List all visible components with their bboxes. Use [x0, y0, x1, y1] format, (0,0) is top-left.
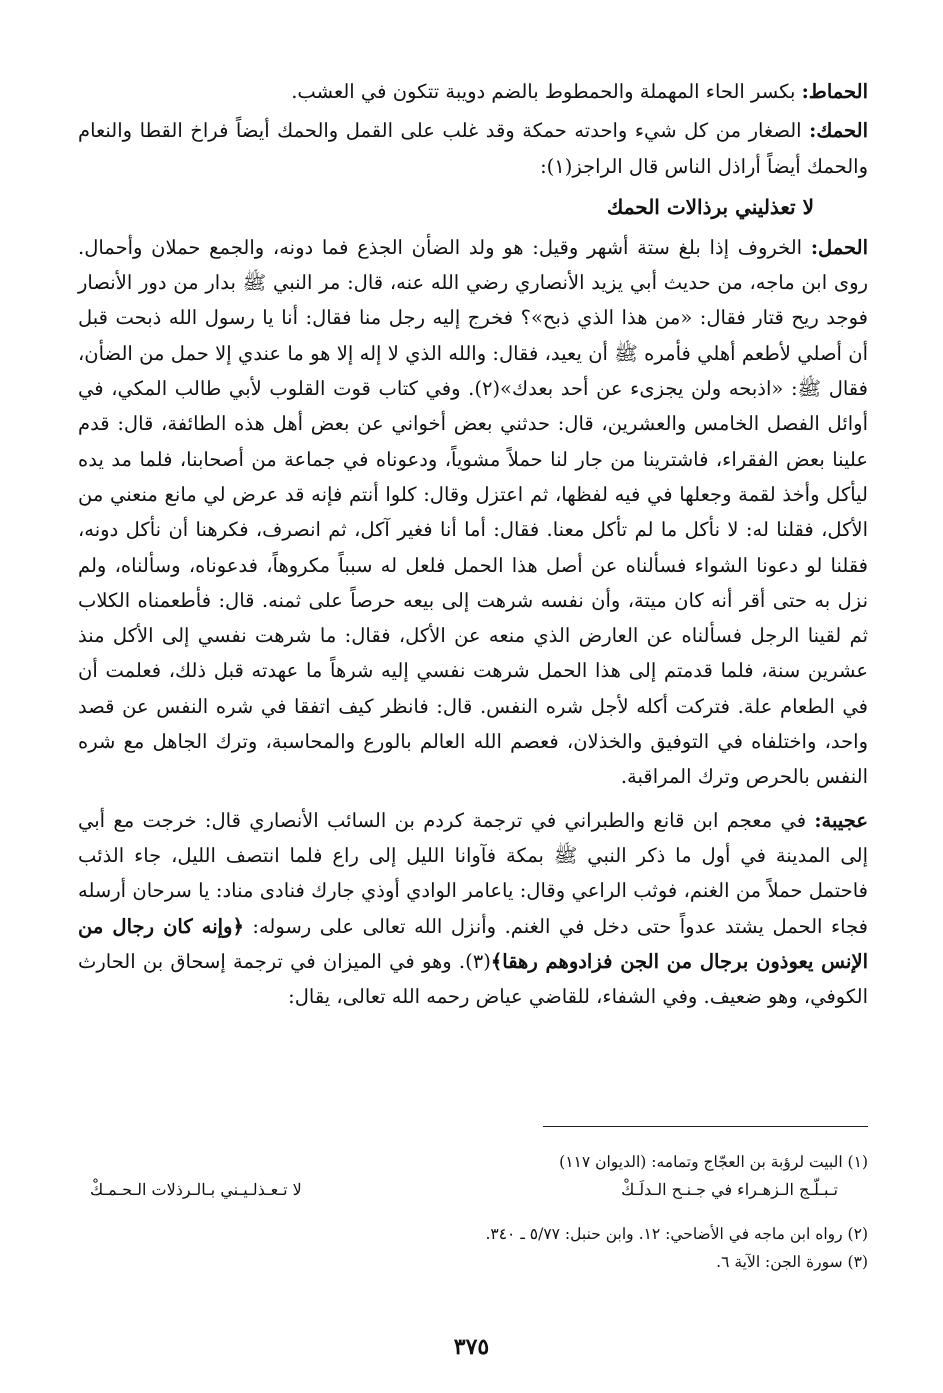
entry-head: عجيبة:: [814, 808, 868, 832]
footnote-verse-left: لا تـعـذلـيـني بـالـرذلات الـحـمـكْ: [90, 1180, 302, 1199]
entry-ajiba: [78, 803, 868, 1015]
entry-text-continued: (٣). وهو في الميزان في ترجمة إسحاق بن الحارث الكوفي، وهو ضعيف. وفي الشفاء، للقاضي عياض رحمه الله تعالى، يقال:: [78, 949, 868, 1009]
footnote-2: (٢) رواه ابن ماجه في الأضاحي: ١٢. وابن حنبل: ٥/٧٧ ـ ٣٤٠.: [485, 1225, 868, 1243]
page-body: [78, 74, 868, 1018]
footnote-3: (٣) سورة الجن: الآية ٦.: [716, 1253, 868, 1271]
footnote-verse: [90, 1180, 838, 1199]
entry-head: الحمل:: [810, 235, 868, 259]
entry-head: الحماط:: [801, 80, 868, 103]
verse-line: لا تعذليني برذالات الحمك: [606, 194, 814, 219]
entry-text: في معجم ابن قانع والطبراني في ترجمة كردم بن السائب الأنصاري قال: خرجت مع أبي إلى المدينة في أول ما ذكر النبي ﷺ بمكة فآوانا الليل إلى راع فلما انتصف الليل، جاء الذئب فاحتمل حملاً من الغنم، فوثب الراعي وقال: ياعامر الوادي أوذي جارك فنادى مناد: يا سرحان أرسله فجاء الحمل يشتد عدواً حتى دخل في الغنم. وأنزل الله تعالى على رسوله:: [78, 808, 868, 938]
quran-quote: ﴿وإنه كان رجال من الإنس يعوذون برجال من الجن فزادوهم رهقا﴾: [78, 914, 868, 973]
entry-head: الحمك:: [809, 119, 868, 143]
entry-himat: [78, 74, 868, 109]
footnote-1: (١) البيت لرؤبة بن العجّاج وتمامه: (الديوان ١١٧): [559, 1153, 868, 1171]
page-number: ٣٧٥: [453, 1334, 490, 1360]
entry-hamak: [78, 113, 868, 184]
entry-hamal: [78, 230, 868, 795]
entry-text: الصغار من كل شيء واحدته حمكة وقد غلب على القمل والحمك أيضاً فراخ القطا والنعام والحمك أيضاً أراذل الناس قال الراجز(١):: [78, 119, 868, 178]
entry-text: الخروف إذا بلغ ستة أشهر وقيل: هو ولد الضأن الجذع فما دونه، والجمع حملان وأحمال. روى ابن ماجه، من حديث أبي يزيد الأنصاري رضي الله عنه، قال: مر النبي ﷺ بدار من دور الأنصار فوجد ريح قتار فقال: «من هذا الذي ذبح»؟ فخرج إليه رجل منا فقال: أنا يا رسول الله ذبحت قبل أن أصلي لأطعم أهلي فأمره ﷺ أن يعيد، فقال: والله الذي لا إله إلا هو ما عندي إلا حمل من الضأن، فقال ﷺ: «اذبحه ولن يجزىء عن أحد بعدك»(٢). وفي كتاب قوت القلوب لأبي طالب المكي، في أوائل الفصل الخامس والعشرين، قال: حدثني بعض أخواني عن بعض أهل هذه الطائفة، قال: قدم علينا بعض الفقراء، فاشترينا من جار لنا حملاً مشوياً، ودعوناه في جماعة من أصحابنا، فلما مد يده ليأكل وأخذ لقمة وجعلها في فيه لفظها، ثم اعتزل وقال: كلوا أنتم فإنه قد عرض لي مانع منعني من الأكل، فقلنا له: لا نأكل ما لم تأكل معنا. فقال: أما أنا فغير آكل، ثم انصرف، فكرهنا أن نأكل دونه، فقلنا لو دعونا الشواء فسألناه عن أصل هذا الحمل فلعل له سبباً مكروهاً، فدعوناه، وسألناه، ولم نزل به حتى أقر أنه كان ميتة، وأن نفسه شرهت إلى بيعه حرصاً على ثمنه. قال: فأطعمناه الكلاب ثم لقينا الرجل فسألناه عن العارض الذي منعه عن الأكل، فقال: ما شرهت نفسي إلى الأكل منذ عشرين سنة، فلما قدمتم إلى هذا الحمل شرهت نفسي إليه شرهاً ما عهدته قبل ذلك، فعلمت أن في الطعام علة. فتركت أكله لأجل شره النفس. قال: فانظر كيف اتفقا في شره النفس عن قصد واحد، واختلفاه في التوفيق والخذلان، فعصم الله العالم بالورع والمحاسبة، وترك الجاهل مع شره النفس بالحرص وترك المراقبة.: [78, 235, 868, 789]
footnote-verse-right: تـبـلّـج الـزهـراء في جـنـح الـدلَـكْ: [621, 1180, 838, 1199]
footnote-divider: [543, 1126, 868, 1127]
entry-text: بكسر الحاء المهملة والحمطوط بالضم دويبة تتكون في العشب.: [291, 80, 802, 103]
